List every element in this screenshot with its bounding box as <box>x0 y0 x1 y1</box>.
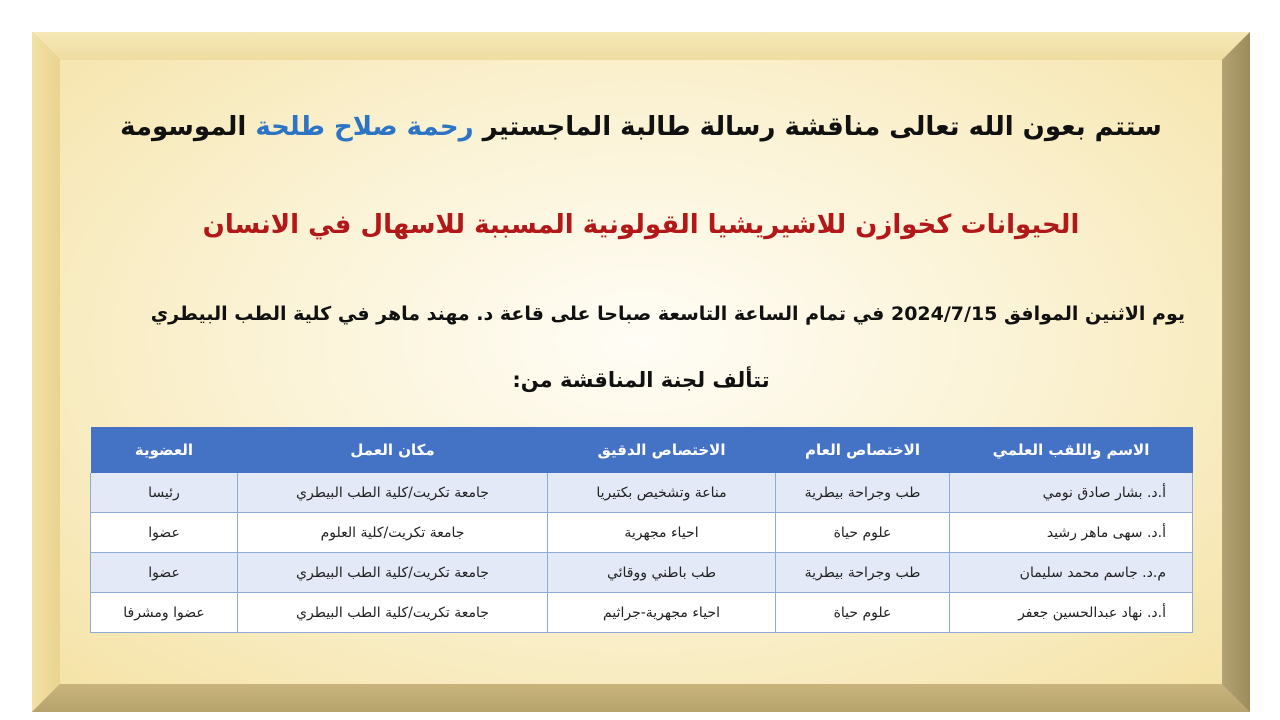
cell-precise-specialty: مناعة وتشخيص بكتيريا <box>548 473 776 513</box>
bevel-left-edge <box>32 32 60 712</box>
cell-general-specialty: طب وجراحة بيطرية <box>776 553 950 593</box>
cell-name: أ.د. سهى ماهر رشيد <box>950 513 1193 553</box>
bevel-bottom-edge <box>32 684 1250 712</box>
cell-workplace: جامعة تكريت/كلية الطب البيطري <box>238 473 548 513</box>
cell-name: م.د. جاسم محمد سليمان <box>950 553 1193 593</box>
heading-part2: الموسومة <box>120 112 247 142</box>
header-workplace: مكان العمل <box>238 427 548 473</box>
student-name: رحمة صلاح طلحة <box>255 112 474 142</box>
header-membership: العضوية <box>91 427 238 473</box>
cell-precise-specialty: احياء مجهرية <box>548 513 776 553</box>
cell-general-specialty: طب وجراحة بيطرية <box>776 473 950 513</box>
heading-part1: ستتم بعون الله تعالى مناقشة رسالة طالبة الماجستير <box>482 112 1162 142</box>
cell-membership: عضوا ومشرفا <box>91 593 238 633</box>
cell-membership: رئيسا <box>91 473 238 513</box>
table-row <box>91 473 1193 513</box>
cell-precise-specialty: احياء مجهرية-جراثيم <box>548 593 776 633</box>
cell-general-specialty: علوم حياة <box>776 593 950 633</box>
bevel-frame <box>32 32 1250 712</box>
announcement-heading <box>60 112 1222 142</box>
header-general-specialty: الاختصاص العام <box>776 427 950 473</box>
header-precise-specialty: الاختصاص الدقيق <box>548 427 776 473</box>
cell-name: أ.د. نهاد عبدالحسين جعفر <box>950 593 1193 633</box>
committee-table <box>90 427 1193 633</box>
table-header-row <box>91 427 1193 473</box>
committee-intro: تتألف لجنة المناقشة من: <box>512 368 770 392</box>
cell-workplace: جامعة تكريت/كلية العلوم <box>238 513 548 553</box>
thesis-title: الحيوانات كخوازن للاشيريشيا القولونية المسببة للاسهال في الانسان <box>202 210 1080 240</box>
cell-name: أ.د. بشار صادق نومي <box>950 473 1193 513</box>
cell-general-specialty: علوم حياة <box>776 513 950 553</box>
cell-membership: عضوا <box>91 553 238 593</box>
announcement-panel <box>60 60 1222 684</box>
table-row <box>91 593 1193 633</box>
bevel-top-edge <box>32 32 1250 60</box>
cell-workplace: جامعة تكريت/كلية الطب البيطري <box>238 553 548 593</box>
schedule-text: يوم الاثنين الموافق 2024/7/15 في تمام الساعة التاسعة صباحا على قاعة د. مهند ماهر في كلية الطب البيطري <box>150 303 1185 325</box>
cell-workplace: جامعة تكريت/كلية الطب البيطري <box>238 593 548 633</box>
cell-membership: عضوا <box>91 513 238 553</box>
table-row <box>91 553 1193 593</box>
header-name: الاسم واللقب العلمي <box>950 427 1193 473</box>
table-row <box>91 513 1193 553</box>
bevel-right-edge <box>1222 32 1250 712</box>
cell-precise-specialty: طب باطني ووقائي <box>548 553 776 593</box>
